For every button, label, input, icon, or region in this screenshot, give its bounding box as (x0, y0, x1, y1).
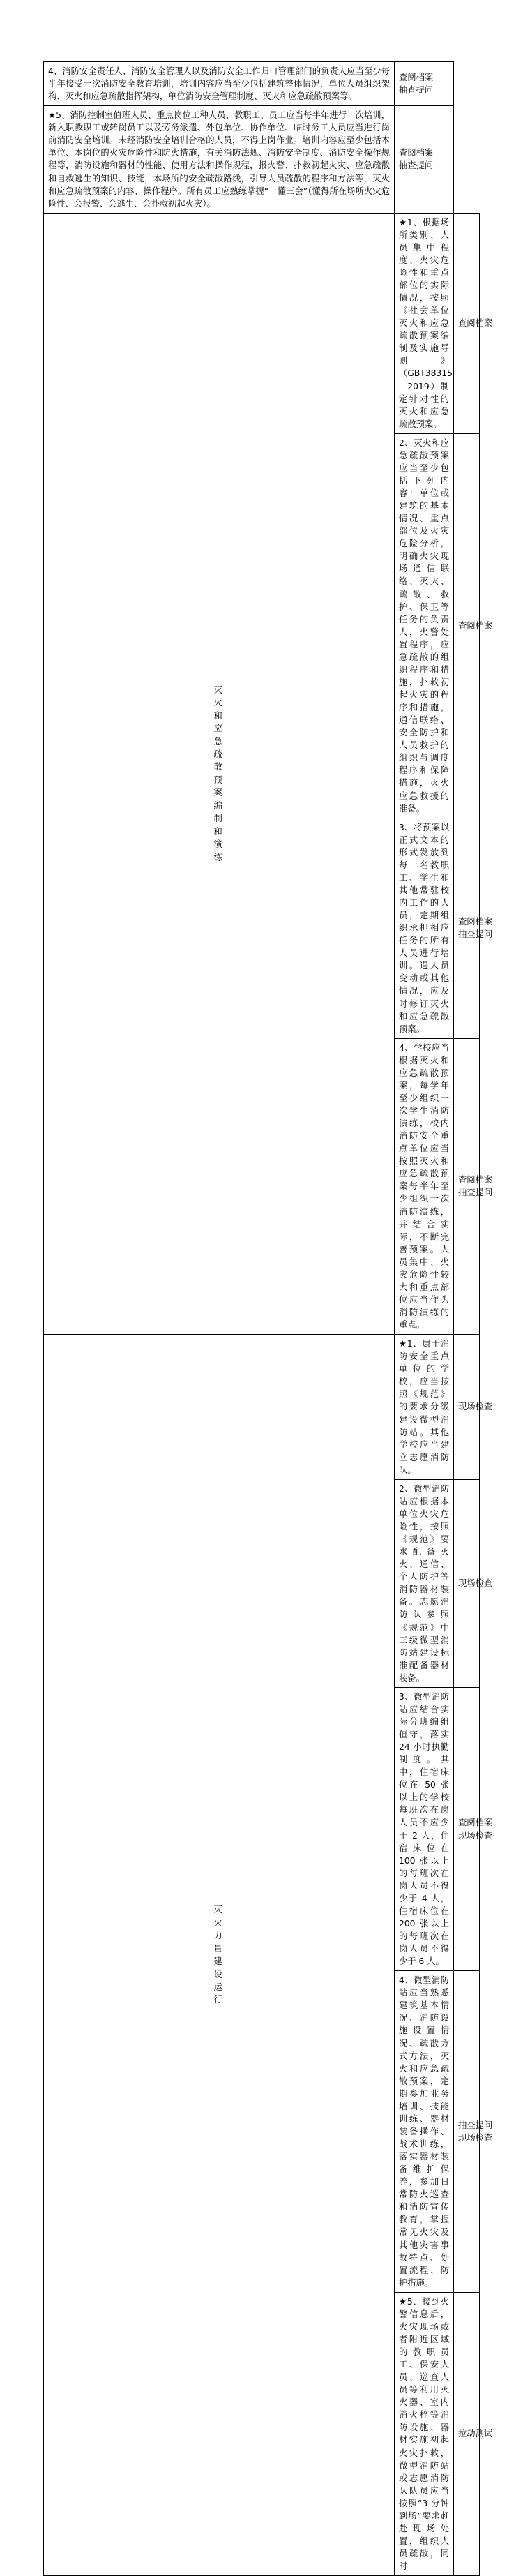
action-line: 查阅档案 (399, 148, 434, 158)
row-action (454, 213, 493, 433)
row-content: 2、微型消防站应根据本单位火灾危险性，按照《规范》要求配备灭火、通信、个人防护等消防器材装备。志愿消防队参照《规范》中三级微型消防站建设标准配备器材装备。 (395, 1479, 454, 1687)
action-line: 抽查提问 (458, 929, 493, 940)
action-line: 抽查提问 (458, 1188, 493, 1198)
row-content: 3、将预案以正式文本的形式发放到每一名教职工、学生和其他常驻校内工作的人员，定期组织承担相应任务的所有人员进行培训。遇人员变动或其他情况，应及时修订灭火和应急疏散预案。 (395, 818, 454, 1038)
row-content: 4、消防安全责任人、消防安全管理人以及消防安全工作归口管理部门的负责人应当至少每半年接受一次消防安全教育培训，培训内容应当至少包括建筑整体情况，单位人员组织架构、灭火和应急疏散指挥架构，单位消防安全管理制度、灭火和应急疏散预案等。 (44, 62, 395, 106)
row-content: ★5、消防控制室值班人员、重点岗位工种人员、教职工、员工应当每半年进行一次培训，新入职教职工或转岗员工以及劳务派遣、外包单位、协作单位、临时务工人员应当进行岗前消防安全培训。未经消防安全培训合格的人员，不得上岗作业。培训内容应至少包括本单位、本岗位的火灾危险性和防火措施，有关消防法规、消防安全制度、消防安全操作规程等，消防设施和器材的性能、使用方法和操作规程，报火警、扑救初起火灾、应急疏散和自救逃生的知识、技能，本场所的安全疏散路线，引导人员疏散的程序和方法等，灭火和应急疏散预案的内容、操作程序。所有员工应熟练掌握“一懂三会”（懂得所在场所火灾危险性、会报警、会逃生、会扑救初起火灾）。 (44, 106, 395, 214)
row-content: 3、微型消防站应结合实际分班编组值守，落实 24 小时执勤制度。其中，住宿床位在 50 张以上的学校每班次在岗人员不应少于 2 人，住宿床位在 100 张以上的每班次在岗人员不得少于 4 人，住宿床位在 200 张以上的每班次在岗人员不得少于 6 人。 (395, 1687, 454, 1970)
row-content: 4、微型消防站应当熟悉建筑基本情况、消防设施设置情况、疏散方式方法，灭火和应急疏散预案，定期参加业务培训、技能训练、器材装备操作、战术训练，落实器材装备维护保养，参加日常防火巡查和消防宣传教育，掌握常见火灾及其他灾害事故特点、处置流程、防护措施。 (395, 1971, 454, 2293)
action-line: 查阅档案 (458, 318, 493, 329)
row-action (454, 1971, 493, 2293)
row-action (454, 2292, 493, 2575)
table-row (44, 106, 480, 214)
action-line: 抽查提问 (399, 160, 434, 171)
row-action (454, 1038, 493, 1334)
row-action (395, 106, 454, 214)
row-action (454, 1687, 493, 1970)
action-line: 抽查提问 (458, 2120, 493, 2130)
action-line: 现场检查 (458, 1402, 493, 1412)
action-line: 查阅档案 (458, 1175, 493, 1185)
row-action (454, 1479, 493, 1687)
table-row (44, 213, 480, 433)
action-line: 抽查提问 (399, 85, 434, 96)
row-action (395, 62, 454, 106)
table-body (44, 62, 493, 2576)
action-line: 查阅档案 (458, 1818, 493, 1828)
row-action (454, 433, 493, 818)
category-label: 灭火和应急疏散预案编制和演练 (213, 684, 222, 862)
action-line: 查阅档案 (399, 73, 434, 83)
row-content: ★1、属于消防安全重点单位的学校，应当按照《规范》的要求分级建设微型消防站。其他学校应当建立志愿消防队。 (395, 1335, 454, 1480)
action-line: 现场检查 (458, 1830, 493, 1841)
action-line: 现场检查 (458, 2132, 493, 2143)
inspection-checklist-table (43, 61, 493, 2576)
table-row (44, 1335, 480, 1480)
row-content: 4、学校应当根据灭火和应急疏散预案，每学年至少组织一次学生消防演练，校内消防安全重点单位应当按照灭火和应急疏散预案每半年至少组织一次消防演练，并结合实际，不断完善预案。人员集中、火灾危险性较大和重点部位应当作为消防演练的重点。 (395, 1038, 454, 1334)
row-action (454, 818, 493, 1038)
row-action (454, 1335, 493, 1480)
category-label: 灭火力量建设运行 (213, 1905, 222, 2005)
row-content: ★1、根据场所类别、人员集中程度、火灾危险性和重点部位的实际情况，按照《社会单位灭火和应急疏散预案编制及实施导则》（GBT38315—2019）制定针对性的灭火和应急疏散预案。 (395, 213, 454, 433)
action-line: 查阅档案 (458, 917, 493, 927)
row-content: 2、灭火和应急疏散预案应当至少包括下列内容：单位或建筑的基本情况、重点部位及火灾危险分析，明确火灾现场通信联络、灭火、疏散、救护、保卫等任务的负责人，火警处置程序，应急疏散的组织程序和措施，扑救初起火灾的程序和措施，通信联络、安全防护和人员救护的组织与调度程序和保障措施，灭火应急救援的准备。 (395, 433, 454, 818)
action-line: 查阅档案 (458, 620, 493, 631)
action-line: 现场检查 (458, 1578, 493, 1589)
action-line: 拉动测试 (458, 2429, 493, 2439)
row-category (44, 213, 395, 1334)
table-row (44, 62, 480, 106)
row-content: ★5、接到火警信息后，火灾现场或者附近区域的教职员工、保安人员、巡查人员等利用灭火器、室内消火栓等消防设施、器材实施初起火灾扑救，微型消防站或志愿消防队队员应当按照“3 分钟到场”要求赶赴现场处置，组织人员疏散，同时 (395, 2292, 454, 2575)
row-category (44, 1335, 395, 2576)
